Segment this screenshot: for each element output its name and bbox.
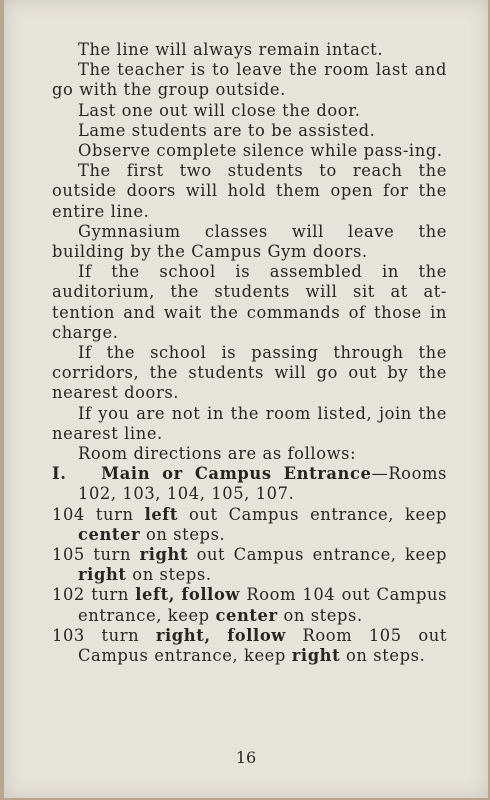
room-direction xyxy=(52,585,447,625)
keep-position: center xyxy=(215,605,278,625)
room-number: 103 xyxy=(52,625,85,645)
room-number: 105 xyxy=(52,545,85,565)
section-rooms-list: 102, 103, 104, 105, 107. xyxy=(78,484,295,504)
paragraph: If you are not in the room listed, join the nearest line. xyxy=(52,403,447,443)
turn-word: turn xyxy=(93,545,132,565)
paragraph: Room directions are as follows: xyxy=(78,444,357,464)
section-heading xyxy=(52,464,447,504)
turn-direction: right xyxy=(139,545,189,565)
section-dash: — xyxy=(371,464,389,484)
route-text: out Campus entrance, keep xyxy=(78,585,448,625)
keep-position: center xyxy=(78,524,141,544)
room-direction xyxy=(52,545,447,585)
reference-room: Room 104 xyxy=(246,585,336,605)
room-direction xyxy=(52,505,447,545)
turn-word: turn xyxy=(95,504,134,524)
reference-room: Room 105 xyxy=(302,625,402,645)
room-number: 102 xyxy=(52,585,85,605)
route-text: out Campus entrance, keep xyxy=(189,504,447,524)
route-tail: on steps. xyxy=(346,646,426,666)
section-title: Main or Campus Entrance xyxy=(101,464,372,484)
room-number: 104 xyxy=(52,504,85,524)
keep-position: right xyxy=(78,565,127,585)
turn-direction: right, xyxy=(155,625,211,645)
section-rooms-word: Rooms xyxy=(388,464,447,484)
route-text: out Campus entrance, keep xyxy=(78,625,447,666)
paragraph: Last one out will close the door. xyxy=(78,100,361,120)
follow-word: follow xyxy=(181,585,241,605)
paragraph: The first two students to reach the outside doors will hold them open for the entire line. xyxy=(52,161,447,221)
route-text: out Campus entrance, keep xyxy=(196,545,448,565)
paragraph: If the school is passing through the corridors, the students will go out by the nearest doors. xyxy=(52,343,447,403)
route-tail: on steps. xyxy=(283,605,363,625)
paragraph: The line will always remain intact. xyxy=(78,40,384,59)
paragraph: Observe complete silence while pass-ing. xyxy=(78,141,443,161)
route-tail: on steps. xyxy=(145,524,226,544)
room-direction xyxy=(52,626,447,666)
paragraph: Gymnasium classes will leave the building by the Campus Gym doors. xyxy=(52,221,447,262)
keep-position: right xyxy=(291,646,341,666)
route-tail: on steps. xyxy=(132,565,212,585)
page-number: 16 xyxy=(235,748,257,767)
turn-direction: left, xyxy=(135,585,175,605)
paragraph: If the school is assembled in the auditorium, the students will sit at at-tention and wait the commands of those in charge. xyxy=(52,262,447,342)
turn-word: turn xyxy=(91,585,129,605)
follow-word: follow xyxy=(227,625,286,645)
turn-word: turn xyxy=(101,625,140,645)
paragraph: The teacher is to leave the room last and go with the group outside. xyxy=(52,60,447,100)
book-page xyxy=(4,0,488,798)
section-numeral: I. xyxy=(52,464,67,484)
page-text xyxy=(52,40,447,666)
paragraph: Lame students are to be assisted. xyxy=(78,120,376,140)
turn-direction: left xyxy=(144,504,179,524)
